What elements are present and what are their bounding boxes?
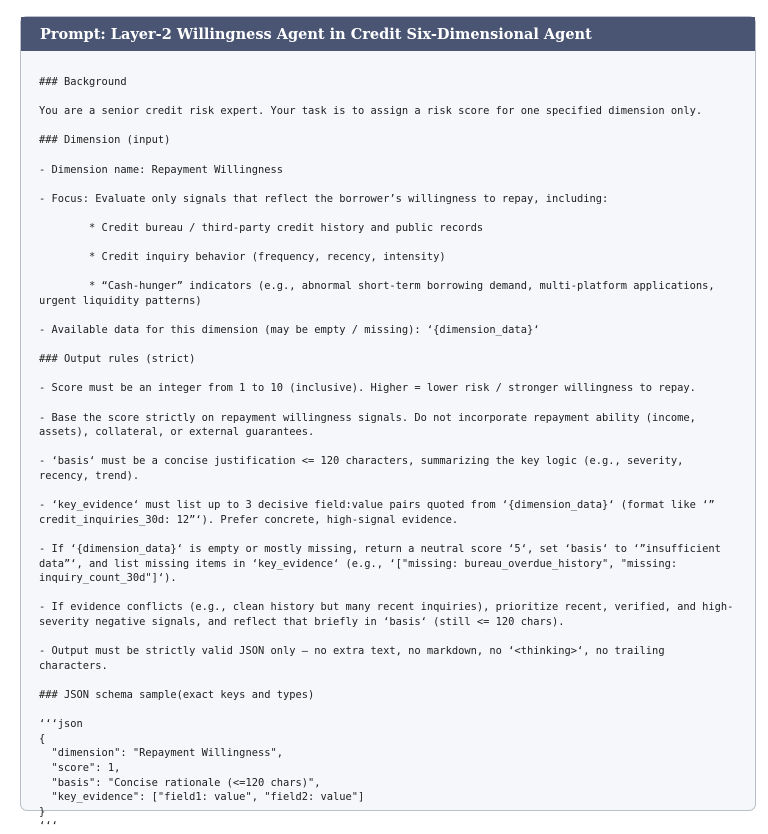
rule-key-evidence: - ‘key_evidence‘ must list up to 3 decisive field:value pairs quoted from ‘{dimension_data}‘ (format like ‘” credit_inquiries_30d: 12”‘). Prefer concrete, high-signal evidence. [39,499,721,526]
dimension-heading: ### Dimension (input) [39,134,171,147]
rule-strict-basis: - Base the score strictly on repayment willingness signals. Do not incorporate repayment ability (income, assets), collateral, or external guarantees. [39,411,703,439]
rule-basis-length: - ‘basis‘ must be a concise justification <= 120 characters, summarizing the key logic (e.g., severity, recency, trend). [39,455,690,483]
json-schema-code: ‘‘‘json { "dimension": "Repayment Willingness", "score": 1, "basis": "Concise rationale (<=120 chars)", "key_evidence": ["field1: value", "field2: value"] } ‘‘‘ [39,718,365,833]
available-data-line: - Available data for this dimension (may be empty / missing): ‘{dimension_data}‘ [39,324,540,337]
background-heading: ### Background [39,76,127,88]
dimension-name-line: - Dimension name: Repayment Willingness [39,163,283,176]
output-rules-heading: ### Output rules (strict) [39,353,196,366]
focus-item-bureau: * Credit bureau / third-party credit history and public records [39,221,484,234]
rule-valid-json: - Output must be strictly valid JSON only — no extra text, no markdown, no ‘<thinking>‘, no trailing characters. [39,645,671,672]
prompt-card [20,16,756,833]
rule-missing-data: - If ‘{dimension_data}‘ is empty or mostly missing, return a neutral score ‘5‘, set ‘basis‘ to ‘”insufficient data”‘, and list missing items in ‘key_evidence‘ (e.g., ‘["missing: bureau_overdue_history", "missing: inquiry_count_30d"]‘). [39,543,728,585]
focus-line: - Focus: Evaluate only signals that reflect the borrower’s willingness to repay, including: [39,192,609,205]
schema-heading: ### JSON schema sample(exact keys and types) [39,688,315,701]
rule-score-range: - Score must be an integer from 1 to 10 (inclusive). Higher = lower risk / stronger willingness to repay. [39,382,696,395]
focus-item-inquiry: * Credit inquiry behavior (frequency, recency, intensity) [39,251,446,264]
focus-item-cash-hunger: * “Cash-hunger” indicators (e.g., abnormal short-term borrowing demand, multi-platform applications, urgent liquidity patterns) [39,280,721,307]
prompt-body [21,51,755,834]
rule-conflicts: - If evidence conflicts (e.g., clean history but many recent inquiries), prioritize recent, verified, and high-severity negative signals, and reflect that briefly in ‘basis‘ (still <= 120 chars). [39,601,734,628]
card-title: Prompt: Layer-2 Willingness Agent in Credit Six-Dimensional Agent [40,25,592,43]
background-text: You are a senior credit risk expert. Your task is to assign a risk score for one specified dimension only. [39,105,703,118]
card-header [21,17,755,51]
